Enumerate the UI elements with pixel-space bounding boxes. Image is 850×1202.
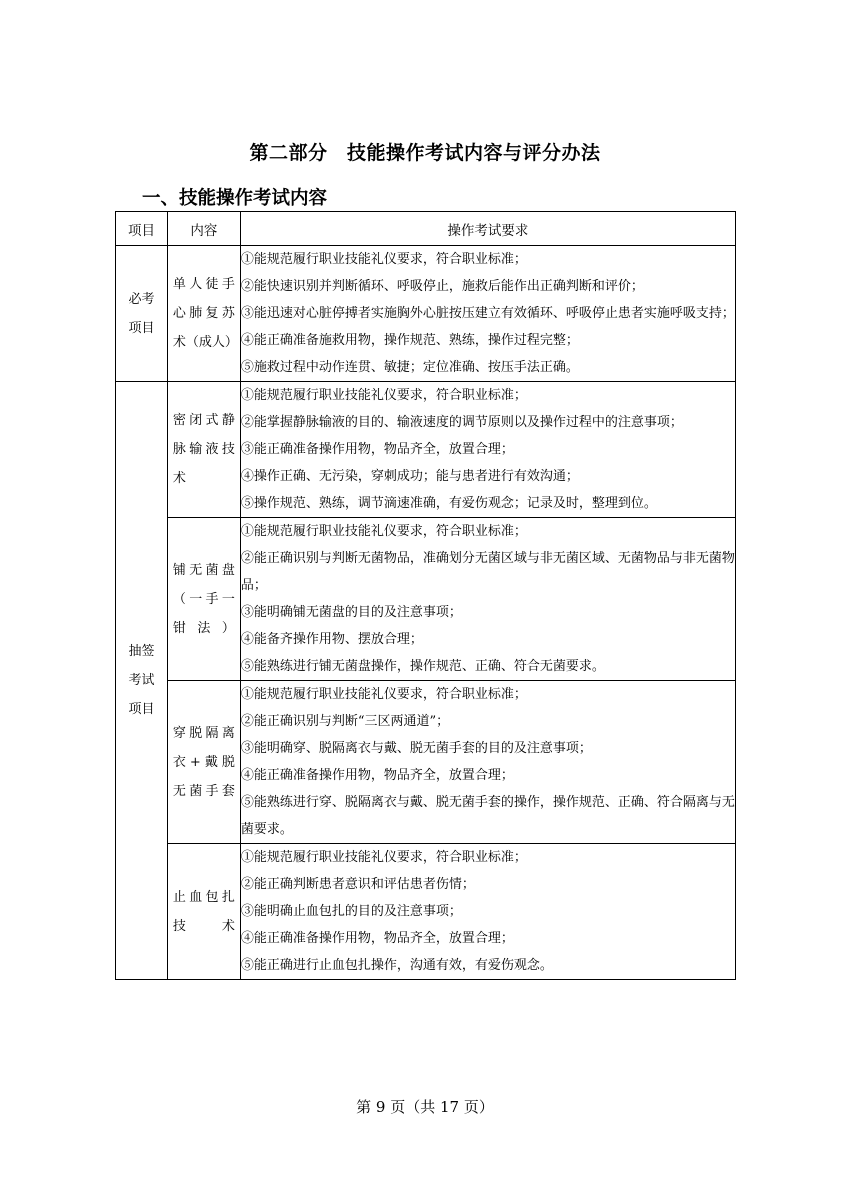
requirement-item: ⑤能熟练进行铺无菌盘操作，操作规范、正确、符合无菌要求。 (240, 659, 605, 674)
requirement-item: ⑤施救过程中动作连贯、敏捷；定位准确、按压手法正确。 (240, 360, 579, 375)
requirements-cell (240, 681, 735, 844)
content-cell (167, 246, 240, 382)
page-footer: 第 9 页（共 17 页） (356, 1098, 494, 1116)
requirement-item: ①能规范履行职业技能礼仪要求，符合职业标准； (240, 850, 527, 865)
table-row (116, 246, 736, 382)
requirement-item: ②能快速识别并判断循环、呼吸停止，施救后能作出正确判断和评价； (240, 279, 644, 294)
category-cell (116, 246, 168, 382)
skill-name: 单人徒手心肺复苏术（成人） (172, 277, 238, 350)
requirement-item: ⑤能正确进行止血包扎操作，沟通有效，有爱伤观念。 (240, 958, 553, 973)
requirement-item: ③能正确准备操作用物，物品齐全，放置合理； (240, 442, 514, 457)
requirement-item: ③能迅速对心脏停搏者实施胸外心脏按压建立有效循环、呼吸停止患者实施呼吸支持； (240, 306, 735, 321)
requirement-item: ①能规范履行职业技能礼仪要求，符合职业标准； (240, 388, 527, 403)
requirements-cell (240, 382, 735, 518)
requirement-item: ③能明确铺无菌盘的目的及注意事项； (240, 605, 462, 620)
category-label: 必考项目 (128, 291, 155, 336)
page-title: 第二部分 技能操作考试内容与评分办法 (249, 142, 601, 164)
skill-name: 穿脱隔离衣+戴脱无菌手套 (172, 725, 235, 799)
requirement-item: ①能规范履行职业技能礼仪要求，符合职业标准； (240, 252, 527, 267)
table-header-row (116, 212, 736, 246)
requirements-cell (240, 246, 735, 382)
requirement-item: ④能正确准备操作用物，物品齐全，放置合理； (240, 931, 514, 946)
header-content: 内容 (167, 212, 240, 246)
requirement-item: ②能掌握静脉输液的目的、输液速度的调节原则以及操作过程中的注意事项； (240, 415, 683, 430)
table-body (116, 246, 736, 980)
requirement-item: ③能明确穿、脱隔离衣与戴、脱无菌手套的目的及注意事项； (240, 741, 592, 756)
content-cell (167, 681, 240, 844)
category-label: 抽签考试项目 (128, 644, 155, 717)
requirement-item: ④能备齐操作用物、摆放合理； (240, 632, 423, 647)
exam-content-table (115, 211, 736, 980)
requirement-item: ①能规范履行职业技能礼仪要求，符合职业标准； (240, 687, 527, 702)
requirement-item: ⑤能熟练进行穿、脱隔离衣与戴、脱无菌手套的操作，操作规范、正确、符合隔离与无菌要求。 (240, 795, 735, 837)
table-row (116, 382, 736, 518)
table-row (116, 844, 736, 980)
requirement-item: ⑤操作规范、熟练，调节滴速准确，有爱伤观念；记录及时，整理到位。 (240, 496, 657, 511)
category-cell (116, 382, 168, 980)
skill-name: 止血包扎技术 (172, 889, 235, 934)
requirements-cell (240, 518, 735, 681)
requirement-item: ②能正确识别与判断“三区两通道”； (240, 714, 450, 729)
requirement-item: ②能正确判断患者意识和评估患者伤情； (240, 877, 475, 892)
content-cell (167, 382, 240, 518)
content-cell (167, 518, 240, 681)
requirement-item: ①能规范履行职业技能礼仪要求，符合职业标准； (240, 524, 527, 539)
requirement-item: ④能正确准备操作用物，物品齐全，放置合理； (240, 768, 514, 783)
skill-name: 密闭式静脉输液技术 (172, 413, 235, 486)
table-row (116, 681, 736, 844)
content-cell (167, 844, 240, 980)
requirement-item: ②能正确识别与判断无菌物品，准确划分无菌区域与非无菌区域、无菌物品与非无菌物品； (240, 551, 735, 593)
requirement-item: ④操作正确、无污染，穿刺成功；能与患者进行有效沟通； (240, 469, 579, 484)
requirement-item: ③能明确止血包扎的目的及注意事项； (240, 904, 462, 919)
requirement-item: ④能正确准备施救用物，操作规范、熟练，操作过程完整； (240, 333, 579, 348)
section-heading: 一、技能操作考试内容 (142, 188, 328, 209)
header-item: 项目 (116, 212, 168, 246)
header-requirements: 操作考试要求 (240, 212, 735, 246)
table-row (116, 518, 736, 681)
requirements-cell (240, 844, 735, 980)
skill-name: 铺无菌盘（一手一钳法） (172, 562, 235, 636)
